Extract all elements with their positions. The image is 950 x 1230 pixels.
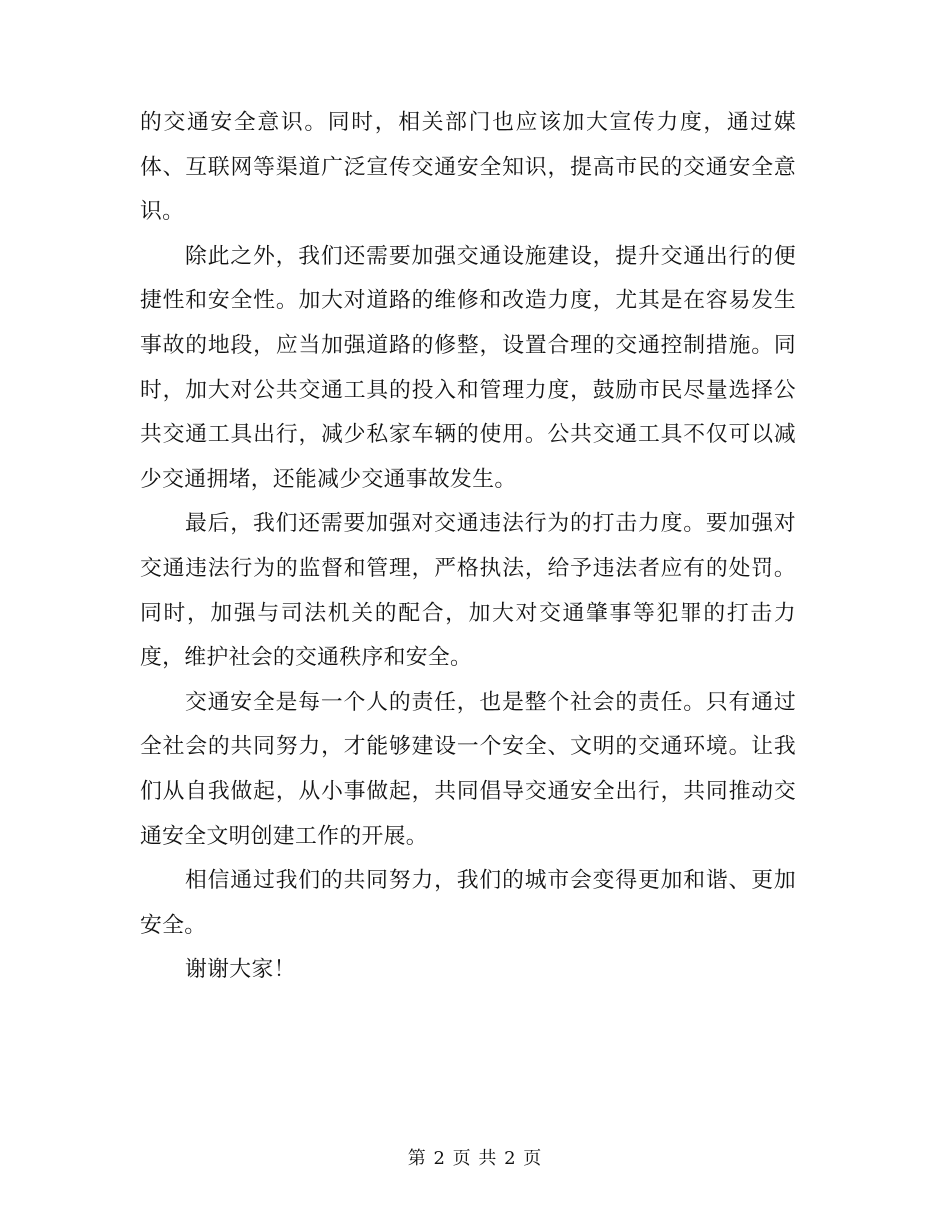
document-body xyxy=(140,101,796,993)
paragraph-responsibility: 交通安全是每一个人的责任，也是整个社会的责任。只有通过全社会的共同努力，才能够建设一个安全、文明的交通环境。让我们从自我做起，从小事做起，共同倡导交通安全出行，共同推动交通安全文明创建工作的开展。 xyxy=(140,689,796,849)
paragraph-thanks: 谢谢大家！ xyxy=(185,957,296,983)
paragraph-enforcement: 最后，我们还需要加强对交通违法行为的打击力度。要加强对交通违法行为的监督和管理，严格执法，给予违法者应有的处罚。同时，加强与司法机关的配合，加大对交通肇事等犯罪的打击力度，维护社会的交通秩序和安全。 xyxy=(140,511,796,671)
paragraph-belief: 相信通过我们的共同努力，我们的城市会变得更加和谐、更加安全。 xyxy=(140,868,796,938)
paragraph-facilities: 除此之外，我们还需要加强交通设施建设，提升交通出行的便捷性和安全性。加大对道路的维修和改造力度，尤其是在容易发生事故的地段，应当加强道路的修整，设置合理的交通控制措施。同时，加大对公共交通工具的投入和管理力度，鼓励市民尽量选择公共交通工具出行，减少私家车辆的使用。公共交通工具不仅可以减少交通拥堵，还能减少交通事故发生。 xyxy=(140,243,796,492)
page-footer xyxy=(0,1146,950,1172)
paragraph-continuation: 的交通安全意识。同时，相关部门也应该加大宣传力度，通过媒体、互联网等渠道广泛宣传交通安全知识，提高市民的交通安全意识。 xyxy=(140,110,796,225)
page-number-label: 第 2 页 共 2 页 xyxy=(407,1148,543,1169)
